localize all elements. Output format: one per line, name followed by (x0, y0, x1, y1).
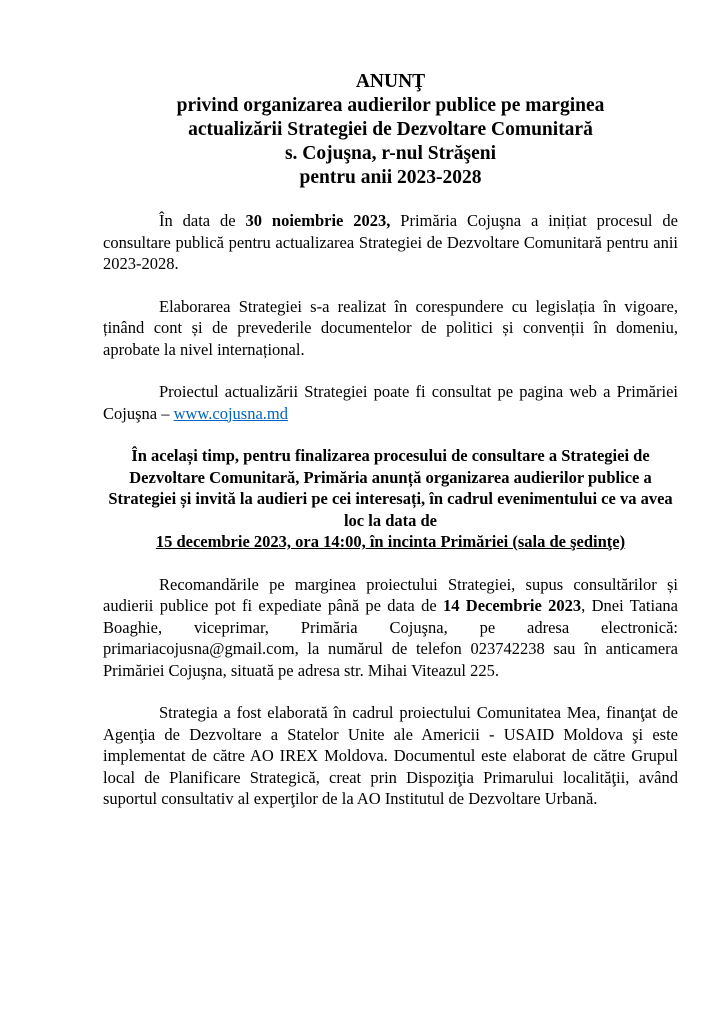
event-date-location: 15 decembrie 2023, ora 14:00, în incinta Primăriei (sala de şedinţe) (155, 532, 626, 551)
p1-date: 30 noiembrie 2023, (245, 211, 391, 230)
p4-post: , Dnei Tatiana Boaghie, viceprimar, Primăria Cojuşna, pe adresa electronică: primariacojusna@gmail.com, la numărul de telefon 023742238 sau în anticamera Primăriei Cojuşna, situată pe adresa str. Mihai Viteazul 225. (103, 596, 678, 680)
paragraph-strategy-funding: Strategia a fost elaborată în cadrul proiectului Comunitatea Mea, finanţat de Agenţia de Dezvoltare a Statelor Unite ale Americii - USAID Moldova şi este implementat de către AO IREX Moldova. Documentul este elaborat de către Grupul local de Planificare Strategică, creat prin Dispoziţia Primarului localităţii, având suportul consultativ al experţilor de la AO Institutul de Dezvoltare Urbană. (103, 703, 678, 808)
p4-date: 14 Decembrie 2023 (442, 596, 582, 615)
announcement-title (103, 70, 678, 190)
p4-pre: Recomandările pe marginea proiectului Strategiei, supus consultărilor și audierii publice pot fi expediate până pe data de (103, 574, 678, 615)
title-line-5: pentru anii 2023-2028 (299, 167, 482, 188)
p1-pre: În data de (159, 211, 246, 230)
paragraph-recommendations (103, 574, 678, 682)
website-link[interactable]: www.cojusna.md (173, 403, 289, 423)
announcement-text: În același timp, pentru finalizarea procesului de consultare a Strategiei de Dezvoltare Comunitară, Primăria anunță organizarea audierilor publice a Strategiei și invită la audieri pe cei interesați, în cadrul evenimentului ce va avea loc la data de (108, 446, 673, 530)
paragraph-elaboration: Elaborarea Strategiei s-a realizat în corespundere cu legislația în vigoare, ținând cont și de prevederile documentelor de politici și convenții în domeniu, aprobate la nivel internațional. (103, 296, 678, 359)
paragraph-consultation-start (103, 210, 678, 275)
title-line-2: privind organizarea audierilor publice pe marginea (176, 95, 605, 116)
title-line-4: s. Cojuşna, r-nul Străşeni (284, 143, 497, 164)
p3-pre: Proiectul actualizării Strategiei poate fi consultat pe pagina web a Primăriei Cojuşna – (103, 382, 678, 423)
public-hearing-announcement (103, 445, 678, 553)
title-line-3: actualizării Strategiei de Dezvoltare Comunitară (188, 119, 593, 140)
paragraph-project-web (103, 381, 678, 424)
p1-post: Primăria Cojuşna a inițiat procesul de consultare publică pentru actualizarea Strategiei de Dezvoltare Comunitară pentru anii 2023-2028. (103, 211, 678, 273)
title-line-1: ANUNŢ (355, 71, 426, 92)
